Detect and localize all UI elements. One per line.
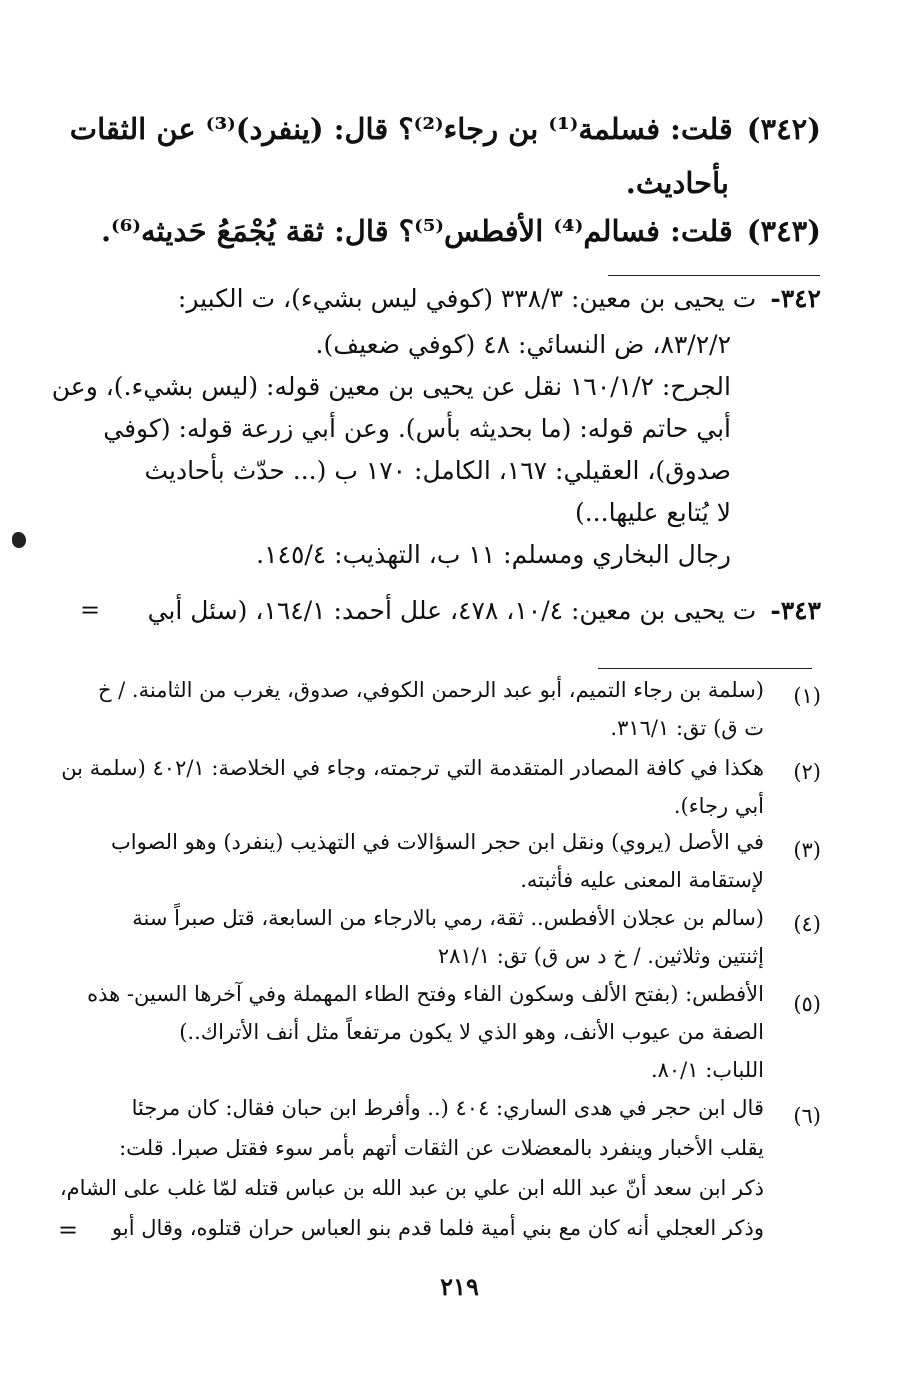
footnote-number: (٣) bbox=[793, 838, 821, 862]
entry-342 bbox=[70, 112, 821, 146]
ref-number: ٣٤٢- bbox=[770, 284, 821, 313]
ref-line: صدوق)، العقيلي: ١٦٧، الكامل: ١٧٠ ب (... حدّث بأحاديث bbox=[144, 456, 731, 485]
entry-text: بأحاديث. bbox=[625, 166, 729, 200]
ref-line: أبي حاتم قوله: (ما بحديثه بأس). وعن أبي زرعة قوله: (كوفي bbox=[103, 414, 731, 443]
ref-line: لا يُتابع عليها...) bbox=[574, 498, 731, 527]
footnote-line: وذكر العجلي أنه كان مع بني أمية فلما قدم بنو العباس حران قتلوه، وقال أبو bbox=[112, 1216, 764, 1240]
section-divider bbox=[608, 275, 820, 276]
ref-line: رجال البخاري ومسلم: ١١ ب، التهذيب: ١٤٥/٤. bbox=[256, 540, 731, 569]
entry-number: (٣٤٣) bbox=[746, 214, 821, 248]
footnote-line: (سلمة بن رجاء التميم، أبو عبد الرحمن الكوفي، صدوق، يغرب من الثامنة. / خ bbox=[97, 678, 764, 702]
footnote-line: اللباب: ٨٠/١. bbox=[650, 1058, 764, 1082]
footnote-number: (٢) bbox=[793, 760, 821, 784]
footnote-number: (٥) bbox=[793, 992, 821, 1016]
footnote-line: ت ق) تق: ٣١٦/١. bbox=[610, 716, 764, 740]
ref-line: ت يحيى بن معين: ٣٣٨/٣ (كوفي ليس بشيء)، ت الكبير: bbox=[177, 284, 757, 313]
ref-line: الجرح: ١٦٠/١/٢ نقل عن يحيى بن معين قوله: (ليس بشيء.)، وعن bbox=[51, 372, 731, 401]
footnote-line: ذكر ابن سعد أنّ عبد الله ابن علي بن عبد الله بن عباس قتله لمّا غلب على الشام، bbox=[59, 1176, 764, 1200]
footnote-line: قال ابن حجر في هدى الساري: ٤٠٤ (.. وأفرط ابن حبان فقال: كان مرجئا bbox=[131, 1096, 764, 1120]
footnote-line: إثنتين وثلاثين. / خ د س ق) تق: ٢٨١/١ bbox=[437, 944, 764, 968]
continuation-mark: = bbox=[80, 596, 101, 624]
footnote-line: يقلب الأخبار وينفرد بالمعضلات عن الثقات أتهم بأمر سوء فقتل صبرا. قلت: bbox=[119, 1136, 764, 1160]
ref-line: ت يحيى بن معين: ١٠/٤، ٤٧٨، علل أحمد: ١٦٤/١، (سئل أبي bbox=[147, 596, 757, 625]
footnote-line: (سالم بن عجلان الأفطس.. ثقة، رمي بالارجاء من السابعة، قتل صبراً سنة bbox=[132, 906, 764, 930]
footnote-number: (١) bbox=[793, 684, 821, 708]
footnote-number: (٦) bbox=[793, 1104, 821, 1128]
footnote-line: أبي رجاء). bbox=[673, 794, 764, 818]
entry-text: قلت: فسالم⁽⁴⁾ الأفطس⁽⁵⁾؟ قال: ثقة يُجْمَعُ حَديثه⁽⁶⁾. bbox=[100, 214, 733, 248]
ref-line: ٨٣/٢/٢، ض النسائي: ٤٨ (كوفي ضعيف). bbox=[315, 330, 731, 359]
footnote-line: في الأصل (يروي) ونقل ابن حجر السؤالات في التهذيب (ينفرد) وهو الصواب bbox=[111, 830, 764, 854]
footnote-number: (٤) bbox=[793, 912, 821, 936]
entry-text: قلت: فسلمة⁽¹⁾ بن رجاء⁽²⁾؟ قال: (ينفرد)⁽³⁾ عن الثقات bbox=[69, 112, 733, 146]
ref-number: ٣٤٣- bbox=[770, 596, 821, 625]
page-number: ٢١٩ bbox=[440, 1272, 479, 1301]
ref-343 bbox=[148, 596, 821, 625]
entry-number: (٣٤٢) bbox=[746, 112, 821, 146]
footnote-divider bbox=[598, 668, 812, 669]
ref-342 bbox=[178, 284, 821, 313]
continuation-mark: = bbox=[58, 1216, 79, 1244]
footnote-line: هكذا في كافة المصادر المتقدمة التي ترجمته، وجاء في الخلاصة: ٤٠٢/١ (سلمة بن bbox=[61, 756, 764, 780]
ink-blot-icon bbox=[12, 532, 26, 548]
footnote-line: الصفة من عيوب الأنف، وهو الذي لا يكون مرتفعاً مثل أنف الأتراك..) bbox=[179, 1020, 764, 1044]
footnote-line: لإستقامة المعنى عليه فأثبته. bbox=[520, 868, 764, 892]
entry-343 bbox=[101, 214, 821, 248]
entry-342-continuation bbox=[626, 166, 729, 200]
footnote-line: الأفطس: (بفتح الألف وسكون الفاء وفتح الطاء المهملة وفي آخرها السين- هذه bbox=[87, 982, 764, 1006]
